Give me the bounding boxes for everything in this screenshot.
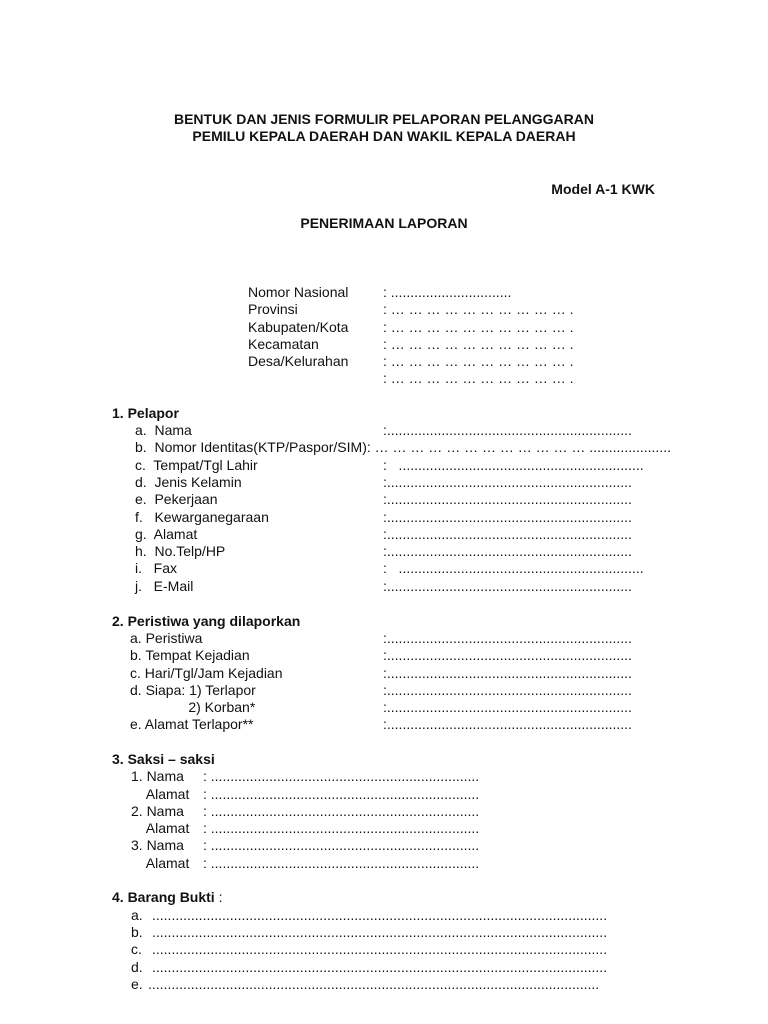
reception-value: : … … … … … … … … … … . xyxy=(383,353,574,369)
item-letter: d. xyxy=(131,959,143,975)
field-value: :............................................................... xyxy=(383,422,632,438)
saksi-label: Alamat xyxy=(131,855,190,871)
field-label: d. Jenis Kelamin xyxy=(135,474,242,490)
field-value: :............................................................... xyxy=(383,630,632,646)
item-letter: a. xyxy=(131,907,143,923)
field-value: :............................................................... xyxy=(383,526,632,542)
field-label: 2) Korban* xyxy=(130,699,256,715)
saksi-label: 3. Nama xyxy=(131,837,196,853)
item-letter: c. xyxy=(131,941,142,957)
section-subtitle: PENERIMAAN LAPORAN xyxy=(300,215,468,231)
item-value: ..................................................................................................................... xyxy=(152,907,608,923)
saksi-value: : ..................................................................... xyxy=(203,820,480,836)
saksi-value: : ..................................................................... xyxy=(203,786,480,802)
field-label: d. Siapa: 1) Terlapor xyxy=(130,682,256,698)
model-code: Model A-1 KWK xyxy=(551,181,655,197)
item-letter: e. xyxy=(131,976,143,992)
field-label: b. Tempat Kejadian xyxy=(130,647,250,663)
saksi-value: : ..................................................................... xyxy=(203,768,480,784)
item-value: ..................................................................................................................... xyxy=(152,941,608,957)
section-heading: 1. Pelapor xyxy=(112,405,179,421)
field-value: :............................................................... xyxy=(383,491,632,507)
field-label: c. Tempat/Tgl Lahir xyxy=(135,457,258,473)
section-heading: 2. Peristiwa yang dilaporkan xyxy=(112,613,301,629)
reception-value: : … … … … … … … … … … . xyxy=(383,336,574,352)
reception-label: Desa/Kelurahan xyxy=(248,353,349,369)
saksi-label: 2. Nama xyxy=(131,803,196,819)
reception-label: Kecamatan xyxy=(248,336,319,352)
saksi-value: : ..................................................................... xyxy=(203,803,480,819)
item-value: ..................................................................................................................... xyxy=(152,959,608,975)
field-label: j. E-Mail xyxy=(135,578,194,594)
field-label: e. Pekerjaan xyxy=(135,491,218,507)
reception-label: Nomor Nasional xyxy=(248,284,349,300)
reception-value: : ............................... xyxy=(383,284,512,300)
reception-value: : … … … … … … … … … … . xyxy=(383,319,574,335)
reception-label: Provinsi xyxy=(248,301,298,317)
section-heading xyxy=(112,889,222,906)
document-title-line1: BENTUK DAN JENIS FORMULIR PELAPORAN PELANGGARAN xyxy=(173,111,594,127)
field-label: i. Fax xyxy=(135,560,178,576)
field-value: :............................................................... xyxy=(383,474,632,490)
field-value: :............................................................... xyxy=(383,665,632,681)
field-value: :............................................................... xyxy=(383,578,632,594)
field-label: c. Hari/Tgl/Jam Kejadian xyxy=(130,665,283,681)
section-heading-text: 4. Barang Bukti xyxy=(112,889,215,905)
saksi-label: Alamat xyxy=(131,820,190,836)
field-label: f. Kewarganegaraan xyxy=(135,509,269,525)
section-heading: 3. Saksi – saksi xyxy=(112,751,215,767)
saksi-label: Alamat xyxy=(131,786,190,802)
field-label: g. Alamat xyxy=(135,526,198,542)
field-value: :............................................................... xyxy=(383,647,632,663)
document-title-line2: PEMILU KEPALA DAERAH DAN WAKIL KEPALA DAERAH xyxy=(192,128,576,144)
field-value: :............................................................... xyxy=(383,682,632,698)
reception-value: : … … … … … … … … … … . xyxy=(383,370,574,386)
saksi-value: : ..................................................................... xyxy=(203,855,480,871)
field-value: :............................................................... xyxy=(383,543,632,559)
field-value: :............................................................... xyxy=(383,716,632,732)
field-value: :............................................................... xyxy=(383,699,632,715)
item-value: ..................................................................................................................... xyxy=(152,924,608,940)
field-value: : ............................................................... xyxy=(383,457,644,473)
field-label: h. No.Telp/HP xyxy=(135,543,226,559)
field-value: :............................................................... xyxy=(383,509,632,525)
section-heading-colon: : xyxy=(214,889,223,905)
item-value: .................................................................................................................... xyxy=(148,976,600,992)
item-letter: b. xyxy=(131,924,143,940)
reception-value: : … … … … … … … … … … . xyxy=(383,301,574,317)
field-label: a. Peristiwa xyxy=(130,630,203,646)
saksi-value: : ..................................................................... xyxy=(203,837,480,853)
reception-label: Kabupaten/Kota xyxy=(248,319,349,335)
field-label: e. Alamat Terlapor** xyxy=(130,716,254,732)
field-value: : ............................................................... xyxy=(383,560,644,576)
saksi-label: 1. Nama xyxy=(131,768,196,784)
field-label: a. Nama xyxy=(135,422,192,438)
field-label: b. Nomor Identitas(KTP/Paspor/SIM): … … … … … … … … … … … … ..................... xyxy=(135,439,671,455)
